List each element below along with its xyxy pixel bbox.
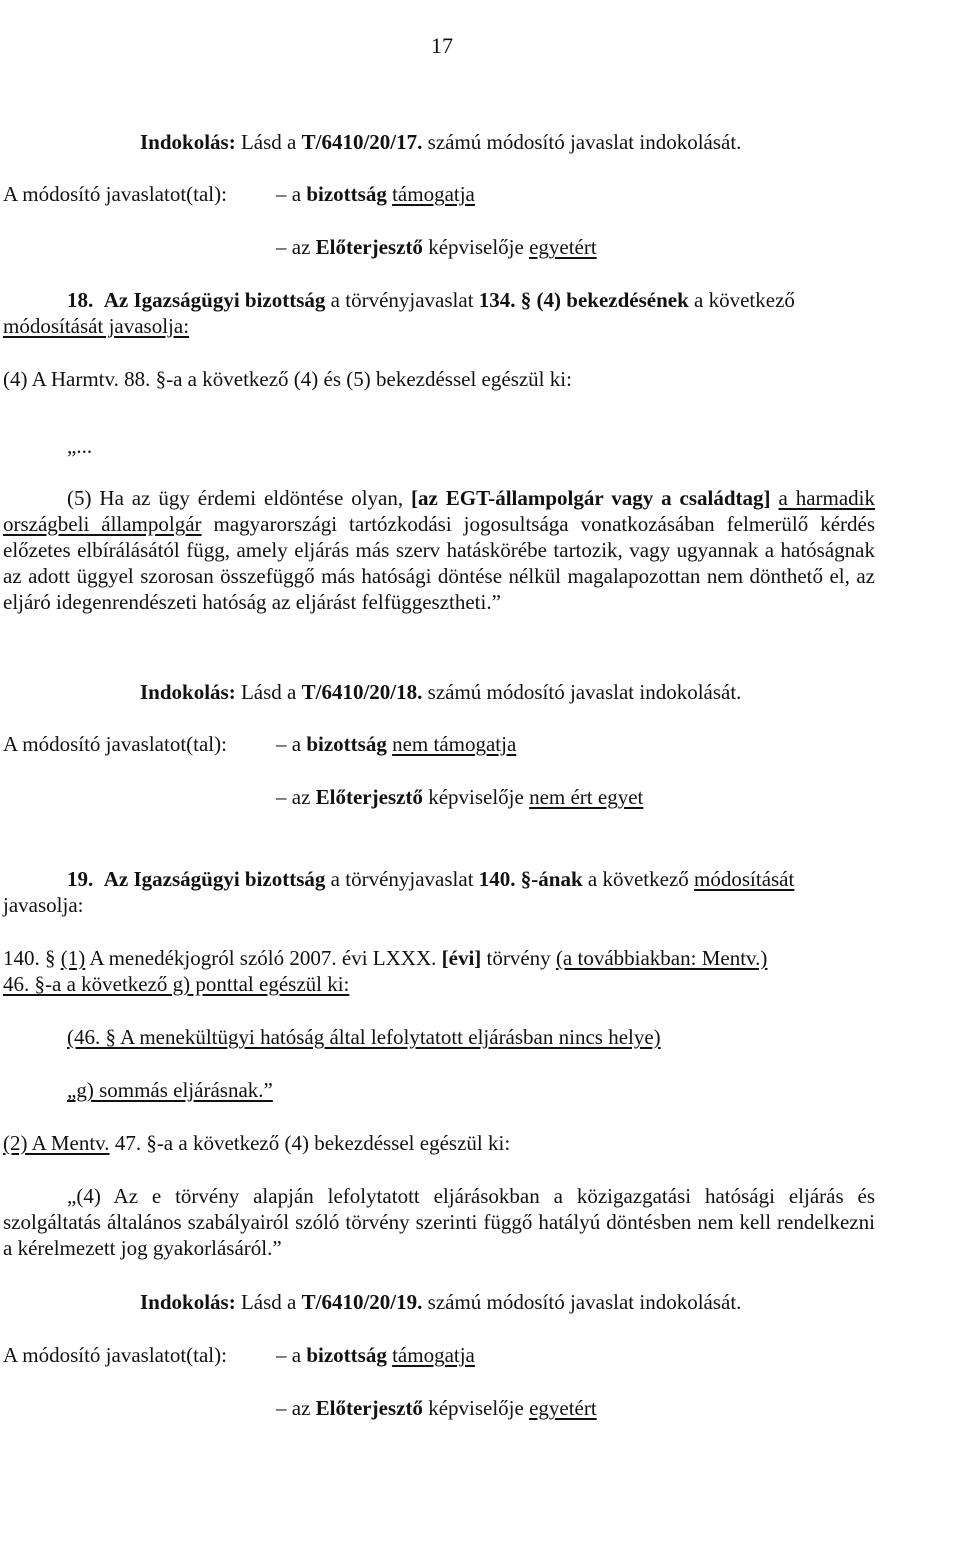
reasoning-line-19 [140,1289,741,1315]
heading-text: a következő [694,288,795,312]
committee-label: bizottság [306,732,387,756]
quote-ellipsis: „... [67,434,93,458]
dash-a: – a [276,182,302,206]
reasoning-tail: számú módosító javaslat indokolását. [427,130,742,154]
paragraph-text: (5) Ha az ügy érdemi eldöntése olyan, [67,486,404,510]
presenter-rest: képviselője [428,785,524,809]
paragraph-text: magyarországi tartózkodási jogosultsága vonatkozásában felmerülő kérdés előzetes elbírálásától függ, amely eljárás más szerv hatáskörébe tartozik, vagy ugyannak a hatóságnak az adott üggyel szorosan összefüggő más hatósági döntése nélkül magalapozottan nem dönthető el, az eljáró idegenrendészeti hatóság az eljárást felfüggesztheti.” [3,512,876,614]
reasoning-line-17 [140,129,741,155]
heading-text: a következő [587,867,689,891]
reasoning-lead: Lásd a [240,1290,297,1314]
dash-az: – az [276,1396,311,1420]
inserted-text: 46. §-a a következő g) ponttal egészül ki: [3,972,350,996]
reasoning-label: Indokolás: [140,130,236,154]
proposer-label-19: A módosító javaslatot(tal): [3,1343,227,1367]
deleted-text: [évi] [441,946,482,970]
presenter-verdict: egyetért [529,1396,597,1420]
inserted-text: (46. § A menekültügyi hatóság által lefolytatott eljárásban nincs helye) [67,1025,661,1049]
amendment-line-140-cont [3,971,349,997]
heading-text: a törvényjavaslat [330,288,474,312]
reasoning-ref: T/6410/20/17. [301,130,423,154]
proposes-text: módosítását [694,867,795,891]
reasoning-ref: T/6410/20/18. [301,680,423,704]
item-18-heading [67,287,795,313]
presenter-rest: képviselője [428,1396,524,1420]
inserted-text: (a továbbiakban: Mentv.) [555,946,768,970]
reasoning-lead: Lásd a [240,130,297,154]
presenter-position-17 [276,234,597,260]
presenter-verdict: nem ért egyet [529,785,644,809]
committee-label: bizottság [306,1343,387,1367]
presenter-rest: képviselője [428,235,524,259]
committee-position-19 [276,1342,475,1368]
section-ref: 140. §-ának [478,867,583,891]
committee-verdict: támogatja [392,1343,475,1367]
item-19-heading-line2: javasolja: [3,893,84,917]
proposes-text: módosítását javasolja: [3,314,190,338]
dash-az: – az [276,235,311,259]
deleted-text: [az EGT-állampolgár vagy a családtag] [411,486,771,510]
committee-position-17 [276,181,475,207]
committee-position-18 [276,731,516,757]
quoted-point-g [67,1077,273,1103]
paragraph-ref: § (4) bekezdésének [520,288,689,312]
item-18-heading-line2 [3,313,189,339]
presenter-label: Előterjesztő [315,1396,423,1420]
inserted-text: a harmadik országbeli állampolgár [3,486,876,536]
section-number: 134. [478,288,516,312]
reasoning-lead: Lásd a [240,680,297,704]
dash-a: – a [276,732,302,756]
section-text: 47. §-a a következő (4) bekezdéssel egészül ki: [114,1131,511,1155]
amendment-line-47 [3,1130,510,1156]
quoted-section-intro [67,1024,661,1050]
item-number: 18. [67,288,94,312]
section-text: 140. § [3,946,56,970]
amendment-line-140 [3,945,767,971]
proposer-label-18: A módosító javaslatot(tal): [3,732,227,756]
dash-az: – az [276,785,311,809]
presenter-verdict: egyetért [529,235,597,259]
amendment-line-18: (4) A Harmtv. 88. §-a a következő (4) és (5) bekezdéssel egészül ki: [3,367,572,391]
committee-name: Az Igazságügyi bizottság [103,288,326,312]
inserted-text: (2) A Mentv. [3,1131,110,1155]
amendment-paragraph-19: „(4) Az e törvény alapján lefolytatott eljárásokban a közigazgatási hatósági eljárás és szolgáltatás általános szabályairól szóló törvény szerinti függő hatályú döntésben nem kell rendelkezni a kérelmezett jog gyakorlásáról.” [3,1184,875,1260]
reasoning-line-18 [140,679,741,705]
inserted-text: (1) [60,946,86,970]
item-number: 19. [67,867,94,891]
presenter-label: Előterjesztő [315,785,423,809]
reasoning-tail: számú módosító javaslat indokolását. [427,680,742,704]
section-text: A menedékjogról szóló 2007. évi LXXX. [89,946,437,970]
committee-verdict: támogatja [392,182,475,206]
presenter-position-19 [276,1395,597,1421]
committee-name: Az Igazságügyi bizottság [103,867,326,891]
committee-verdict: nem támogatja [392,732,517,756]
heading-text: a törvényjavaslat [330,867,474,891]
section-text: törvény [486,946,551,970]
reasoning-label: Indokolás: [140,680,236,704]
proposer-label-17: A módosító javaslatot(tal): [3,182,227,206]
presenter-position-18 [276,784,643,810]
reasoning-tail: számú módosító javaslat indokolását. [427,1290,742,1314]
dash-a: – a [276,1343,302,1367]
inserted-text: „g) sommás eljárásnak.” [67,1078,273,1102]
page-number: 17 [431,33,453,58]
presenter-label: Előterjesztő [315,235,423,259]
reasoning-ref: T/6410/20/19. [301,1290,423,1314]
reasoning-label: Indokolás: [140,1290,236,1314]
amendment-paragraph-18 [3,485,875,615]
item-19-heading [67,866,794,892]
committee-label: bizottság [306,182,387,206]
